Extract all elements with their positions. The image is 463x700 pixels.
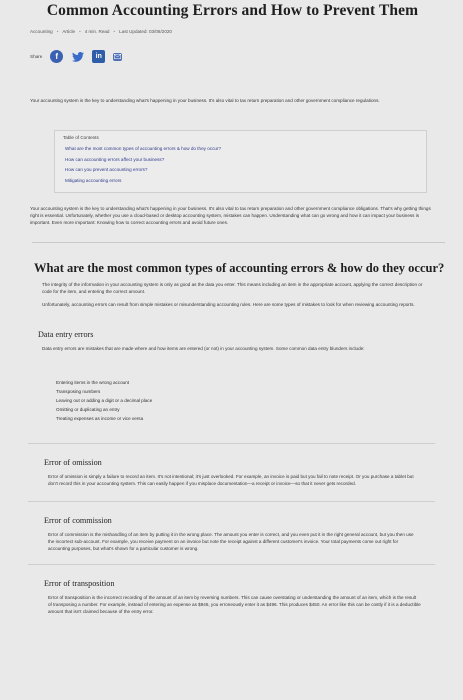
twitter-icon[interactable] [71, 50, 84, 63]
section-heading: What are the most common types of accounting errors & how do they occur? [34, 261, 445, 275]
commission-section [28, 501, 435, 552]
list-item: Treating expenses as income or vice versa [56, 416, 144, 421]
list-item: Leaving out or adding a digit or a decimal place [56, 398, 153, 403]
table-of-contents [54, 130, 427, 193]
divider [32, 242, 445, 243]
list-item: Entering items in the wrong account [56, 380, 130, 385]
omission-heading: Error of omission [44, 458, 102, 467]
breadcrumb-separator: • [56, 29, 59, 34]
data-entry-list [56, 378, 431, 423]
data-entry-heading: Data entry errors [38, 330, 94, 339]
breadcrumb-updated: Last Updated: 03/08/2020 [119, 29, 172, 34]
breadcrumb-category[interactable]: Accounting [30, 29, 53, 34]
breadcrumb-separator: • [113, 29, 116, 34]
toc-item[interactable]: How can you prevent accounting errors? [65, 167, 148, 172]
toc-title: Table of Contents [63, 135, 99, 140]
breadcrumb-read-time: 4 min. Read [84, 29, 110, 34]
transposition-section [28, 564, 435, 615]
data-entry-paragraph: Data entry errors are mistakes that are made where and how items are entered (or not) in your accounting system. Some common data entry blunders include: [42, 346, 365, 351]
facebook-icon[interactable]: f [50, 50, 63, 63]
toc-item[interactable]: How can accounting errors affect your business? [65, 156, 165, 162]
commission-paragraph: Error of commission is the mishandling of an item by putting it in the wrong place. The amount you enter is correct, and you even put it in the right general account, but you then use the incorrect sub-account. For example, you receive payment on an invoice but note the receipt against a different customer's invoice. Your total payments come out right for accounting purposes, but what's shown for a particular customer is wrong. [48, 532, 414, 551]
section-paragraph: Unfortunately, accounting errors can result from simple mistakes or misunderstanding accounting rules. Here are some types of mistakes to look for when reviewing accounting reports. [42, 302, 415, 307]
toc-item[interactable]: Mitigating accounting errors [65, 177, 122, 183]
commission-heading: Error of commission [44, 516, 112, 525]
transposition-heading: Error of transposition [44, 579, 115, 588]
intro-paragraph: Your accounting system is the key to understanding what's happening in your business. It's also vital to tax return preparation and other government compliance regulations. [30, 98, 380, 103]
transposition-paragraph: Error of transposition is the incorrect recording of the amount of an item by reversing numbers. This can cause overstating or understanding the amount of an item, which is the result of transposing a number. For example, instead of entering an expense as $946, you erroneously enter it as $496. This produces $450. An error like this can be costly if it is a deductible amount that isn't claimed because of the entry error. [48, 595, 421, 614]
list-item: Transposing numbers [56, 389, 101, 394]
breadcrumb-type: Article [62, 29, 76, 34]
share-label: Share [30, 54, 43, 59]
omission-paragraph: Error of omission is simply a failure to record an item. It's not intentional; it's just overlooked. For example, an invoice is paid but you fail to note receipt. Or you purchase a tablet but don't record this in your accounting system. This can easily happen if you misplace documentation—a receipt or invoice—so that it never gets recorded. [48, 474, 414, 486]
linkedin-icon[interactable]: in [92, 50, 105, 63]
omission-section [28, 443, 435, 487]
breadcrumb-separator: • [79, 29, 81, 34]
breadcrumb [30, 29, 449, 34]
body-paragraph: Your accounting system is the key to understanding what's happening in your business. It's also vital to tax return preparation and other government compliance obligations. That's why getting things right is essential. Unfortunately, whether you use a cloud-based or desktop accounting system, mistakes can happen. Understanding what can go wrong and how it can impact your business is important. Even more important: Knowing how to correct accounting errors and avoid future ones. [30, 206, 431, 225]
share-bar [30, 50, 449, 63]
page-title: Common Accounting Errors and How to Prevent Them [46, 2, 419, 19]
toc-item[interactable]: What are the most common types of accounting errors & how do they occur? [65, 146, 222, 151]
list-item: Omitting or duplicating an entry [56, 407, 120, 412]
section-paragraph: The integrity of the information in your accounting system is only as good as the data you enter. This means including an item in the appropriate account, applying the correct description or code for the item, and entering the correct amount. [42, 282, 423, 294]
email-icon[interactable] [113, 53, 122, 61]
